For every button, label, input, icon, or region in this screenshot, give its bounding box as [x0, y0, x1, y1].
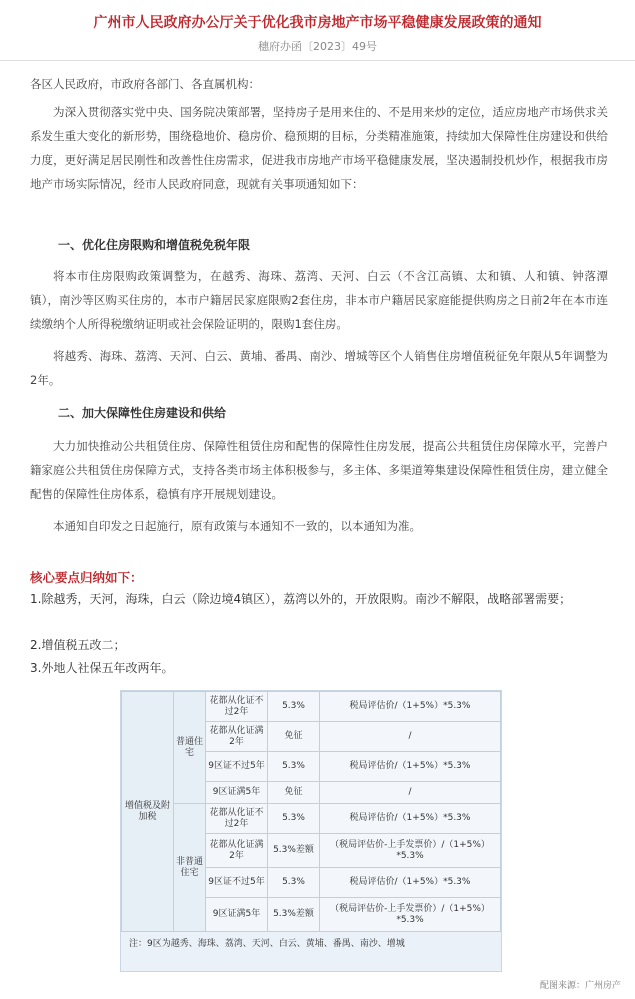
table-cell-formula: 税局评估价/（1+5%）*5.3%: [320, 752, 501, 782]
section1-paragraph1: 将本市住房限购政策调整为，在越秀、海珠、荔湾、天河、白云（不含江高镇、太和镇、人和镇、钟落潭镇），南沙等区购买住房的，本市户籍居民家庭限购2套住房，非本市户籍居民家庭能提供购房之日前2年在本市连续缴纳个人所得税缴纳证明或社会保险证明的，限购1套住房。: [30, 269, 608, 331]
table-cell-cond: 花都从化证不过2年: [206, 692, 268, 722]
salutation: 各区人民政府，市政府各部门、各直属机构：: [30, 77, 260, 91]
section1-paragraph2: 将越秀、海珠、荔湾、天河、白云、黄埔、番禺、南沙、增城等区个人销售住房增值税征免年限从5年调整为2年。: [30, 349, 608, 387]
table-cell-rate: 5.3%差额: [268, 834, 320, 868]
table-cell-rate: 5.3%: [268, 804, 320, 834]
table-cell-rate: 5.3%: [268, 692, 320, 722]
image-source: 配图来源：广州房产: [539, 981, 621, 991]
table-cell-formula: 税局评估价/（1+5%）*5.3%: [320, 868, 501, 898]
intro-paragraph: 为深入贯彻落实党中央、国务院决策部署，坚持房子是用来住的、不是用来炒的定位，适应房地产市场供求关系发生重大变化的新形势，围绕稳地价、稳房价、稳预期的目标，分类精准施策，持续加大保障性住房建设和供给力度，更好满足居民刚性和改善性住房需求，促进我市房地产市场平稳健康发展，坚决遏制投机炒作，根据我市房地产市场实际情况，经市人民政府同意，现就有关事项通知如下：: [30, 105, 608, 191]
table-cell-cond: 9区证满5年: [206, 782, 268, 804]
table-cell-rate: 免征: [268, 782, 320, 804]
tax-table: [121, 691, 501, 932]
table-cell-formula: /: [320, 722, 501, 752]
table-cell-formula: （税局评估价-上手发票价）/（1+5%）*5.3%: [320, 834, 501, 868]
table-cell-cond: 9区证满5年: [206, 898, 268, 932]
summary-point-2: 2.增值税五改二；: [30, 638, 126, 652]
table-cell-cond: 9区证不过5年: [206, 752, 268, 782]
table-cell-formula: （税局评估价-上手发票价）/（1+5%）*5.3%: [320, 898, 501, 932]
table-cell-cond: 花都从化证满2年: [206, 722, 268, 752]
section2-title: 二、加大保障性住房建设和供给: [58, 406, 227, 420]
table-cell-formula: /: [320, 782, 501, 804]
table-cell-cond: 9区证不过5年: [206, 868, 268, 898]
table-cell-cond: 花都从化证不过2年: [206, 804, 268, 834]
tax-table-image: [120, 690, 502, 972]
summary-point-1: 1.除越秀，天河，海珠，白云（除边境4镇区），荔湾以外的，开放限购。南沙不解限，战略部署需要；: [30, 592, 572, 606]
table-cell-formula: 税局评估价/（1+5%）*5.3%: [320, 692, 501, 722]
document-number: 穗府办函〔2023〕49号: [258, 40, 377, 53]
table-type-ordinary: 普通住宅: [174, 692, 206, 804]
page-title: 广州市人民政府办公厅关于优化我市房地产市场平稳健康发展政策的通知: [93, 15, 542, 31]
summary-point-3: 3.外地人社保五年改两年。: [30, 661, 174, 675]
table-note: 注：9区为越秀、海珠、荔湾、天河、白云、黄埔、番禺、南沙、增城: [129, 939, 405, 949]
summary-title: 核心要点归纳如下：: [30, 570, 143, 585]
table-cell-formula: 税局评估价/（1+5%）*5.3%: [320, 804, 501, 834]
table-cell-rate: 5.3%: [268, 868, 320, 898]
table-group-label: 增值税及附加税: [122, 692, 174, 932]
table-type-nonordinary: 非普通住宅: [174, 804, 206, 932]
section1-title: 一、优化住房限购和增值税免税年限: [58, 238, 251, 252]
divider: [0, 60, 635, 61]
section2-paragraph: 大力加快推动公共租赁住房、保障性租赁住房和配售的保障性住房发展，提高公共租赁住房保障水平，完善户籍家庭公共租赁住房保障方式，支持各类市场主体积极参与，多主体、多渠道筹集建设保障性租赁住房，建立健全配售的保障性住房体系，稳慎有序开展规划建设。: [30, 439, 608, 501]
table-cell-rate: 5.3%: [268, 752, 320, 782]
table-cell-rate: 免征: [268, 722, 320, 752]
table-cell-rate: 5.3%差额: [268, 898, 320, 932]
closing-paragraph: 本通知自印发之日起施行，原有政策与本通知不一致的，以本通知为准。: [53, 519, 421, 533]
table-cell-cond: 花都从化证满2年: [206, 834, 268, 868]
